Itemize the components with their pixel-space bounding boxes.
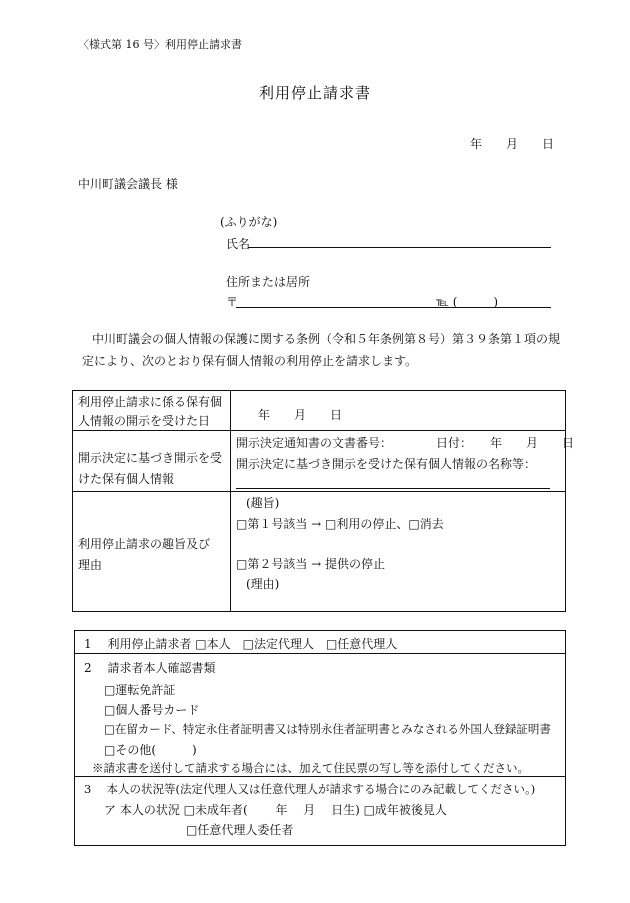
name-field[interactable]: [248, 247, 551, 248]
row3-purpose-label: (趣旨): [246, 496, 280, 510]
intro-line-2: 定により、次のとおり保有個人情報の利用停止を請求します。: [82, 354, 418, 368]
form-label: 〈様式第 16 号〉利用停止請求書: [78, 38, 242, 51]
tel-label: ℡ ( ): [436, 295, 499, 309]
id-option-mynumber[interactable]: □個人番号カード: [104, 703, 200, 717]
section-2-heading: 2 請求者本人確認書類: [84, 661, 216, 675]
postal-mark: 〒: [226, 295, 239, 309]
row3-reason-label: (理由): [246, 577, 280, 591]
row3-option-1[interactable]: □第１号該当 → □利用の停止、□消去: [236, 517, 444, 531]
id-option-license[interactable]: □運転免許証: [104, 683, 176, 697]
row3-option-2[interactable]: □第２号該当 → 提供の停止: [236, 557, 386, 571]
date-line: 年 月 日: [470, 137, 555, 151]
page-title: 利用停止請求書: [259, 84, 372, 102]
id-note: ※請求書を送付して請求する場合には、加えて住民票の写し等を添付してください。: [92, 761, 529, 775]
address-label: 住所または居所: [226, 275, 311, 289]
id-option-other[interactable]: □その他( ): [104, 743, 197, 757]
section-1[interactable]: 1 利用停止請求者 □本人 □法定代理人 □任意代理人: [84, 637, 398, 651]
furigana-label: (ふりがな): [220, 215, 278, 229]
row2-doc-number[interactable]: 開示決定通知書の文書番号：: [236, 436, 393, 450]
status-line-1[interactable]: ア 本人の状況 □未成年者( 年 月 日生) □成年被後見人: [104, 803, 447, 817]
addressee: 中川町議会議長 様: [78, 177, 178, 191]
intro-line-1: 中川町議会の個人情報の保護に関する条例（令和５年条例第８号）第３９条第１項の規: [92, 332, 561, 346]
status-line-2[interactable]: □任意代理人委任者: [186, 823, 294, 837]
id-option-residence[interactable]: □在留カード、特定永住者証明書又は特別永住者証明書とみなされる外国人登録証明書: [104, 722, 551, 736]
row2-info-field[interactable]: [236, 488, 550, 489]
row2-info-name: 開示決定に基づき開示を受けた保有個人情報の名称等：: [236, 457, 537, 471]
row2-date[interactable]: 日付： 年 月 日: [436, 436, 575, 450]
address-field[interactable]: [236, 307, 551, 308]
section-3-heading: 3 本人の状況等(法定代理人又は任意代理人が請求する場合にのみ記載してください。): [84, 782, 536, 796]
row1-label: 利用停止請求に係る保有個 人情報の開示を受けた日: [78, 395, 223, 428]
row2-label: 開示決定に基づき開示を受 けた保有個人情報: [78, 451, 223, 486]
row1-value[interactable]: 年 月 日: [258, 408, 343, 422]
name-label: 氏名: [226, 237, 251, 251]
intro-paragraph: [82, 328, 562, 372]
row3-label: 利用停止請求の趣旨及び 理由: [78, 537, 211, 572]
